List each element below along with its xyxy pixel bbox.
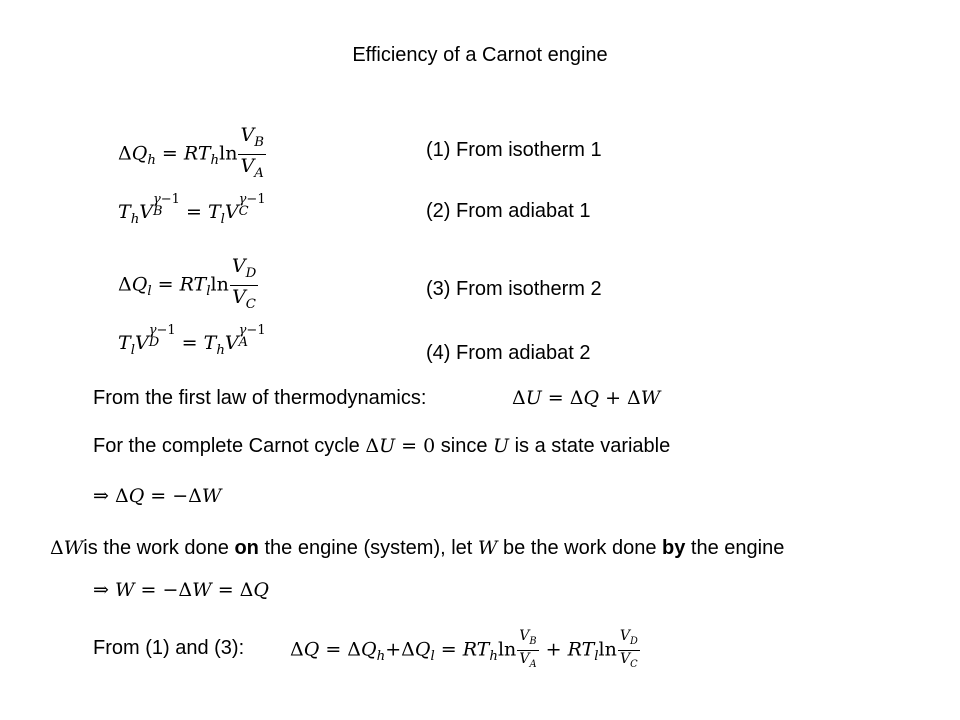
equation-4: $T_lV$ γ−1 D = $T_hV$ γ−1 A xyxy=(118,323,266,358)
work-by: by xyxy=(662,537,686,559)
cycle-statement xyxy=(93,434,670,458)
final-fraction-vd-vc: $\frac{V_D}{V_C}$ xyxy=(619,628,638,670)
cycle-variable-u: U xyxy=(493,435,510,457)
final-text: From (1) and (3): xyxy=(93,637,245,659)
equation-3-label: (3) From isotherm 2 xyxy=(426,278,602,300)
work-symbol-dw: ΔW xyxy=(50,537,84,559)
equation-2: $T_hV$ γ−1 B = $T_lV$ γ−1 C xyxy=(118,192,266,227)
work-statement xyxy=(50,536,784,560)
final-equation: $\Delta Q = \Delta Q_h+\Delta Q_l = RT_h\ln$ $\frac{V_B}{V_A}$ + $RT_l\ln$ $\frac{V_D}{V_C}$ xyxy=(290,628,641,673)
work-part4: the engine xyxy=(690,537,785,559)
cycle-equation: ΔU = 0 xyxy=(365,435,436,457)
work-on: on xyxy=(234,537,259,559)
equation-1-label: (1) From isotherm 1 xyxy=(426,139,602,161)
final-fraction-vb-va: $\frac{V_B}{V_A}$ xyxy=(519,628,537,670)
work-symbol-w: W xyxy=(477,537,498,559)
fraction-vd-vc: $\frac{V_D}{V_C}$ xyxy=(231,255,257,312)
implication-2: ⇒ W = −ΔW = ΔQ xyxy=(93,579,269,601)
equation-1: $\Delta Q_h = RT_h\ln$ $\frac{V_B}{V_A}$ xyxy=(118,124,267,185)
work-part3: be the work done xyxy=(503,537,657,559)
work-part1: is the work done xyxy=(83,537,229,559)
page-title: Efficiency of a Carnot engine xyxy=(352,44,608,66)
cycle-suffix: is a state variable xyxy=(514,435,671,457)
equation-4-label: (4) From adiabat 2 xyxy=(426,342,591,364)
implication-1: ⇒ ΔQ = −ΔW xyxy=(93,485,222,507)
equation-2-label: (2) From adiabat 1 xyxy=(426,200,591,222)
cycle-mid: since xyxy=(440,435,488,457)
equation-3: $\Delta Q_l = RT_l\ln$ $\frac{V_D}{V_C}$ xyxy=(118,255,259,316)
cycle-prefix: For the complete Carnot cycle xyxy=(93,435,360,457)
first-law-text: From the first law of thermodynamics: xyxy=(93,387,427,409)
fraction-vb-va: $\frac{V_B}{V_A}$ xyxy=(240,124,264,181)
first-law-equation: ΔU = ΔQ + ΔW xyxy=(512,387,661,409)
work-part2: the engine (system), let xyxy=(264,537,473,559)
